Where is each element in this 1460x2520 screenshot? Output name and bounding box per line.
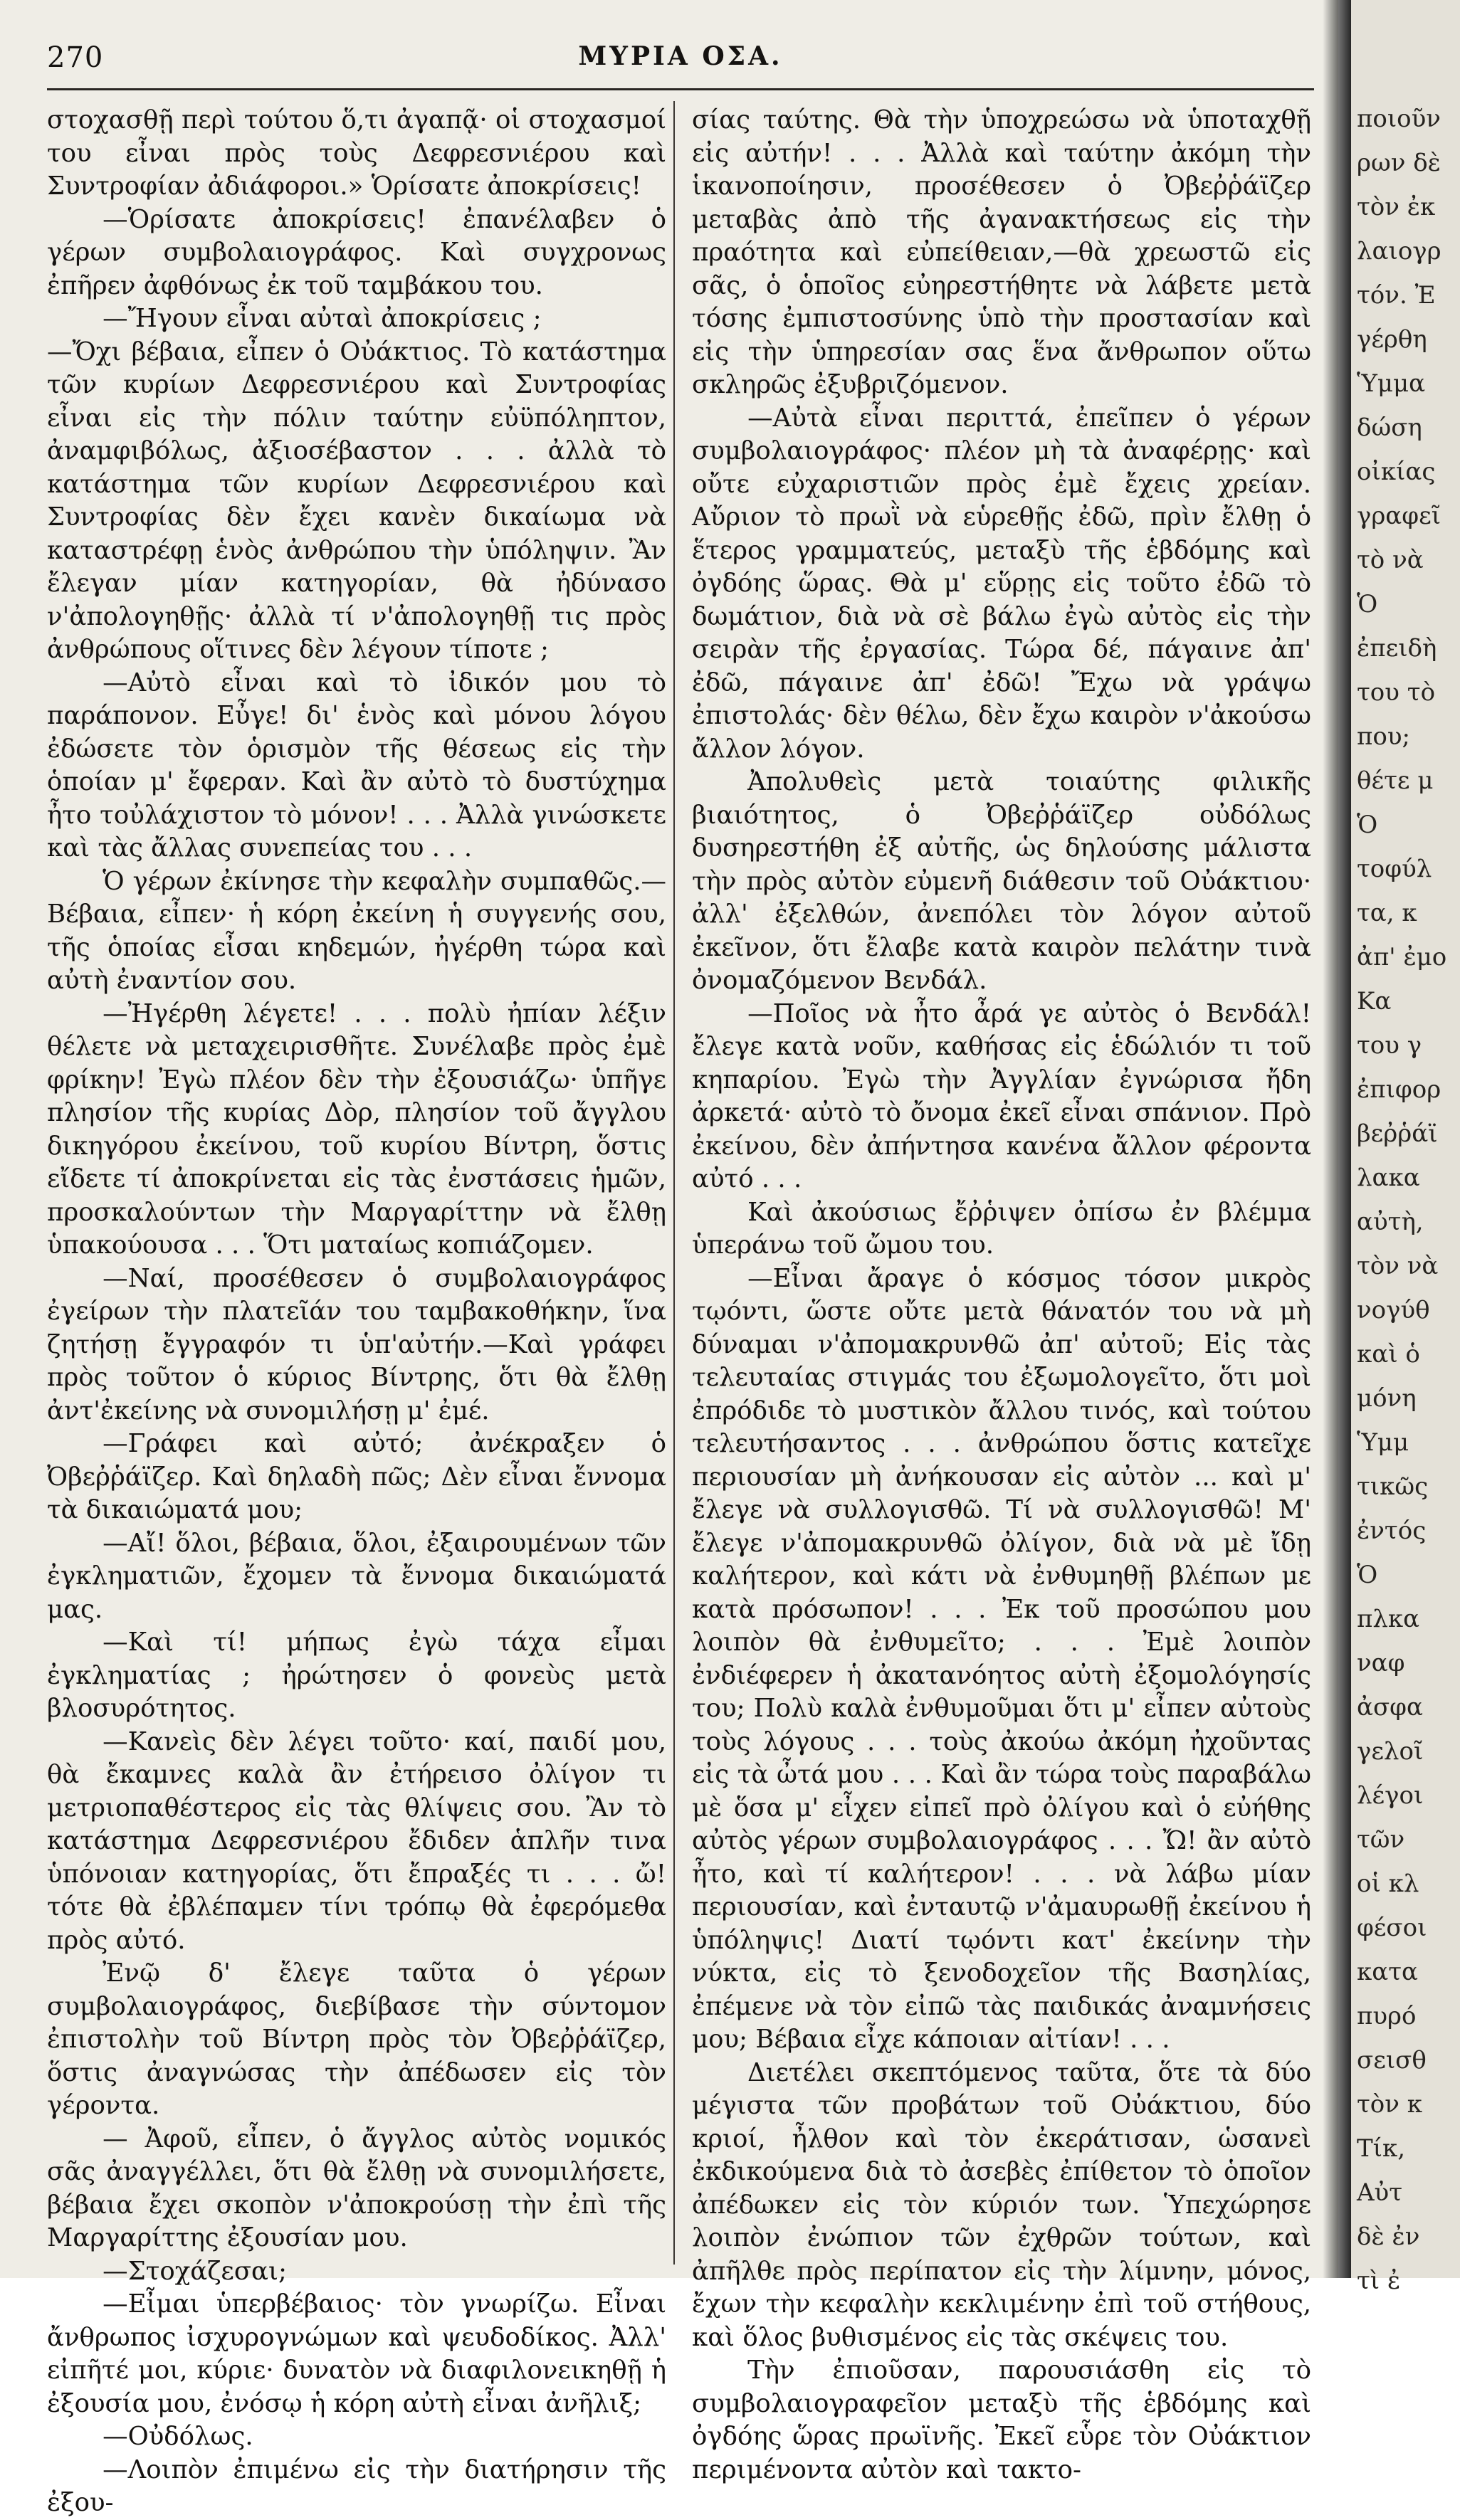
adjacent-page-text: γέρθη	[1357, 325, 1427, 354]
adjacent-page-text: καὶ ὁ	[1357, 1340, 1420, 1369]
paragraph: Ἀπολυθεὶς μετὰ τοιαύτης φιλικῆς βιαιότητος, ὁ Ὀβεῤῥάϊζερ οὐδόλως δυσηρεστήθη ἐξ αὐτῆς, ὡς δηλούσης μάλιστα τὴν πρὸς αὐτὸν εὐμενῆ διάθεσιν τοῦ Οὐάκτιου· ἀλλ' ἐξελθών, ἀνεπόλει τὸν λόγον αὐτοῦ ἐκεῖνον, ὅτι ἔλαβε κατὰ καιρὸν πελάτην τινὰ ὀνομαζόμενον Βενδάλ.	[692, 767, 1311, 995]
paragraph: Διετέλει σκεπτόμενος ταῦτα, ὅτε τὰ δύο μέγιστα τῶν προβάτων τοῦ Οὐάκτιου, δύο κριοί, ἦλθον καὶ τὸν ἐκεράτισαν, ὡσανεὶ ἐκδικούμενα διὰ τὸ ἀσεβὲς ἐπίθετον τὸ ὁποῖον ἀπέδωκεν εἰς τὸν κύριόν των. Ὑπεχώρησε λοιπὸν ἐνώπιον τῶν ἐχθρῶν τούτων, καὶ ἀπῆλθε πρὸς περίπατον εἰς τὴν λίμνην, μόνος, ἔχων τὴν κεφαλὴν κεκλιμένην ἐπὶ τοῦ στήθους, καὶ ὅλος βυθισμένος εἰς τὰς σκέψεις του.	[692, 2057, 1311, 2352]
adjacent-page-text: Αὐτ	[1357, 2178, 1403, 2207]
adjacent-page-text: μόνη	[1357, 1384, 1417, 1413]
paragraph: —Ὄχι βέβαια, εἶπεν ὁ Οὐάκτιος. Τὸ κατάστημα τῶν κυρίων Δεφρεσνιέρου καὶ Συντροφίας εἶναι εἰς τὴν πόλιν ταύτην εὐϋπόληπτον, ἀναμφιβόλως, ἀξιοσέβαστον . . . ἀλλὰ τὸ κατάστημα τῶν κυρίων Δεφρεσνιέρου καὶ Συντροφίας δὲν ἔχει κανὲν δικαίωμα νὰ καταστρέφῃ ἑνὸς ἀνθρώπου τὴν ὑπόληψιν. Ἂν ἔλεγαν μίαν κατηγορίαν, θὰ ἠδύνασο ν'ἀπολογηθῇς· ἀλλὰ τί ν'ἀπολογηθῇ τις πρὸς ἀνθρώπους οἵτινες δὲν λέγουν τίποτε ;	[47, 337, 666, 664]
adjacent-page-text: ἀσφα	[1357, 1693, 1423, 1722]
adjacent-page-text: αὐτὴ,	[1357, 1208, 1424, 1236]
adjacent-page-text: Ὁ	[1357, 590, 1378, 618]
paragraph: —Ὁρίσατε ἀποκρίσεις! ἐπανέλαβεν ὁ γέρων συμβολαιογράφος. Καὶ συγχρονως ἐπῆρεν ἀφθόνως ἐκ τοῦ ταμβάκου του.	[47, 204, 666, 300]
adjacent-page-text: οἰκίας	[1357, 458, 1436, 486]
adjacent-page-text: του γ	[1357, 1031, 1422, 1060]
paragraph: Ὁ γέρων ἐκίνησε τὴν κεφαλὴν συμπαθῶς.—Βέβαια, εἶπεν· ἡ κόρη ἐκείνη ἡ συγγενής σου, τῆς ὁποίας εἶσαι κηδεμών, ἠγέρθη τώρα καὶ αὐτὴ ἐναντίον σου.	[47, 866, 666, 995]
adjacent-page-text: πυρό	[1357, 2002, 1417, 2030]
paragraph: —Ἠγέρθη λέγετε! . . . πολὺ ἠπίαν λέξιν θέλετε νὰ μεταχειρισθῆτε. Συνέλαβε πρὸς ἐμὲ φρίκην! Ἐγὼ πλέον δὲν τὴν ἐξουσιάζω· ὑπῆγε πλησίον τῆς κυρίας Δὸρ, πλησίον τοῦ ἄγγλου δικηγόρου ἐκείνου, τοῦ κυρίου Βίντρη, ὅστις εἴδετε τί ἀποκρίνεται εἰς τὰς ἐνστάσεις ἡμῶν, προσκαλούντων τὴν Μαργαρίττην νὰ ἔλθῃ ὑπακούουσα . . . Ὅτι ματαίως κοπιάζομεν.	[47, 998, 666, 1260]
column-divider	[673, 101, 675, 2265]
adjacent-page-text: σεισθ	[1357, 2046, 1427, 2074]
adjacent-page-text: ναφ	[1357, 1649, 1405, 1677]
page-header	[47, 41, 1314, 77]
adjacent-page-text: λέγοι	[1357, 1781, 1424, 1810]
paragraph: —Ναί, προσέθεσεν ὁ συμβολαιογράφος ἐγείρων τὴν πλατεῖάν του ταμβακοθήκην, ἵνα ζητήσῃ ἔγγραφόν τι ὑπ'αὐτήν.—Καὶ γράφει πρὸς τοῦτον ὁ κύριος Βίντρης, ὅτι θὰ ἔλθῃ ἀντ'ἐκείνης νὰ συνομιλήσῃ μ' ἐμέ.	[47, 1263, 666, 1425]
paragraph: —Στοχάζεσαι;	[103, 2256, 287, 2286]
adjacent-page-text: Κα	[1357, 987, 1392, 1016]
adjacent-page-text: τοφύλ	[1357, 855, 1432, 883]
adjacent-page-text: του τὸ	[1357, 678, 1436, 707]
adjacent-page-text: ἐντός	[1357, 1517, 1427, 1545]
adjacent-page-text: φέσοι	[1357, 1914, 1427, 1942]
adjacent-page-text: γελοῖ	[1357, 1737, 1424, 1766]
paragraph: —Εἶμαι ὑπερβέβαιος· τὸν γνωρίζω. Εἶναι ἄνθρωπος ἰσχυρογνώμων καὶ ψευδοδίκος. Ἀλλ' εἰπῆτέ μοι, κύριε· δυνατὸν νὰ διαφιλονεικηθῇ ἡ ἐξουσία μου, ἐνόσῳ ἡ κόρη αὐτὴ εἶναι ἀνῆλιξ;	[47, 2289, 666, 2418]
adjacent-page-text: τὸν κ	[1357, 2090, 1423, 2119]
adjacent-page-text: λαιογρ	[1357, 237, 1441, 265]
paragraph: —Καὶ τί! μήπως ἐγὼ τάχα εἶμαι ἐγκληματίας ; ἠρώτησεν ὁ φονεὺς μετὰ βλοσυρότητος.	[47, 1628, 666, 1723]
adjacent-page-text: Τίκ,	[1357, 2134, 1406, 2163]
paragraph: —Εἶναι ἄραγε ὁ κόσμος τόσον μικρὸς τῳόντι, ὥστε οὔτε μετὰ θάνατόν του νὰ μὴ δύναμαι ν'ἀπομακρυνθῶ ἀπ' αὐτοῦ; Εἰς τὰς τελευταίας στιγμάς του ἐξωμολογεῖτο, ὅτι μοὶ ἐπρόδιδε τὸ μυστικὸν ἄλλου τινός, καὶ τούτου τελευτήσαντος . . . ἀνθρώπου ὅστις κατεῖχε περιουσίαν μὴ ἀνήκουσαν εἰς αὐτὸν ... καὶ μ' ἔλεγε νὰ συλλογισθῶ. Τί νὰ συλλογισθῶ! Μ' ἔλεγε ν'ἀπομακρυνθῶ ὀλίγον, διὰ νὰ μὲ ἴδῃ καλήτερον, καὶ κάτι νὰ ἐνθυμηθῇ βλέπων με κατὰ πρόσωπον! . . . Ἐκ τοῦ προσώπου μου λοιπὸν θὰ ἐνθυμεῖτο; . . . Ἐμὲ λοιπὸν ἐνδιέφερεν ἡ ἀκατανόητος αὐτὴ ἐξομολόγησίς του; Πολὺ καλὰ ἐνθυμοῦμαι ὅτι μ' εἶπεν αὐτοὺς τοὺς λόγους . . . τοὺς ἀκούω ἀκόμη ἠχοῦντας εἰς τὰ ὦτά μου . . . Καὶ ἂν τώρα τοὺς παραβάλω μὲ ὅσα μ' εἶχεν εἰπεῖ πρὸ ὀλίγου καὶ ὁ εὐήθης αὐτὸς γέρων συμβολαιογράφος . . . Ὤ! ἂν αὐτὸ ἦτο, καὶ τί καλήτερον! . . . νὰ λάβω μίαν περιουσίαν, καὶ ἐνταυτῷ ν'ἀμαυρωθῇ ἐκείνου ἡ ὑπόληψις! Διατί τῳόντι κατ' ἐκείνην τὴν νύκτα, εἰς τὸ ξενοδοχεῖον τῆς Βασηλίας, ἐπέμενε νὰ τὸν εἰπῶ τὰς παιδικάς ἀναμνήσεις μου; Βέβαια εἶχε κάποιαν αἰτίαν! . . .	[692, 1263, 1311, 2054]
paragraph: —Αὐτὸ εἶναι καὶ τὸ ἰδικόν μου τὸ παράπονον. Εὖγε! δι' ἑνὸς καὶ μόνου λόγου ἐδώσετε τὸν ὁρισμὸν τῆς θέσεως εἰς τὴν ὁποίαν μ' ἔφεραν. Καὶ ἂν αὐτὸ τὸ δυστύχημα ἦτο τοὐλάχιστον τὸ μόνον! . . . Ἀλλὰ γινώσκετε καὶ τὰς ἄλλας συνεπείας του . . .	[47, 668, 666, 863]
adjacent-page-text: κατα	[1357, 1958, 1418, 1986]
adjacent-page-text: τὸ νὰ	[1357, 546, 1424, 574]
adjacent-page-text: λακα	[1357, 1164, 1420, 1192]
adjacent-page-text: ποιοῦν	[1357, 105, 1441, 133]
adjacent-page-text: οἱ κλ	[1357, 1870, 1419, 1898]
book-gutter-shadow	[1323, 0, 1351, 2278]
adjacent-page-text: Ὁ	[1357, 811, 1378, 839]
adjacent-page-text: ρων δὲ	[1357, 149, 1441, 177]
adjacent-page-text: δὲ ἐν	[1357, 2223, 1420, 2251]
paragraph: — Ἀφοῦ, εἶπεν, ὁ ἄγγλος αὐτὸς νομικός σᾶς ἀναγγέλλει, ὅτι θὰ ἔλθῃ νὰ συνομιλήσετε, βέβαια ἔχει σκοπὸν ν'ἀποκρούσῃ τὴν ἐπὶ τῆς Μαργαρίττης ἐξουσίαν μου.	[47, 2124, 666, 2252]
paragraph: —Λοιπὸν ἐπιμένω εἰς τὴν διατήρησιν τῆς ἐξου-	[47, 2455, 666, 2517]
paragraph: —Κανεὶς δὲν λέγει τοῦτο· καί, παιδί μου, θὰ ἔκαμνες καλὰ ἂν ἐτήρεισο ὀλίγον τι μετριοπαθέστερος εἰς τὰς θλίψεις σου. Ἂν τὸ κατάστημα Δεφρεσνιέρου ἔδιδεν ἁπλῆν τινα ὑπόνοιαν κατηγορίας, ὅτι ἔπραξές τι . . . ὤ! τότε θὰ ἐβλέπαμεν τίνι τρόπῳ θὰ ἐφερόμεθα πρὸς αὐτό.	[47, 1726, 666, 1955]
paragraph: Τὴν ἐπιοῦσαν, παρουσιάσθη εἰς τὸ συμβολαιογραφεῖον μεταξὺ τῆς ἑβδόμης καὶ ὀγδόης ὥρας πρωϊνῆς. Ἐκεῖ εὗρε τὸν Οὐάκτιον περιμένοντα αὐτὸν καὶ τακτο-	[692, 2356, 1311, 2484]
adjacent-page-text: τὸν νὰ	[1357, 1252, 1439, 1280]
adjacent-page-text: τα, κ	[1357, 899, 1417, 927]
paragraph: Ἐνῷ δ' ἔλεγε ταῦτα ὁ γέρων συμβολαιογράφος, διεβίβασε τὴν σύντομον ἐπιστολὴν τοῦ Βίντρη πρὸς τὸν Ὀβεῤῥάϊζερ, ὅστις ἀναγνώσας τὴν ἀπέδωσεν εἰς τὸν γέροντα.	[47, 1958, 666, 2120]
paragraph: —Οὐδόλως.	[103, 2422, 253, 2451]
adjacent-page-fragment	[1351, 0, 1460, 2295]
adjacent-page-text: Ὑμμα	[1357, 369, 1426, 398]
paragraph: —Αὐτὰ εἶναι περιττά, ἐπεῖπεν ὁ γέρων συμβολαιογράφος· πλέον μὴ τὰ ἀναφέρῃς· καὶ οὔτε εὐχαριστιῶν πρὸς ἐμὲ ἔχεις χρείαν. Αὔριον τὸ πρωῒ νὰ εὑρεθῇς ἐδῶ, πρὶν ἔλθῃ ὁ ἕτερος γραμματεύς, μεταξὺ τῆς ἑβδόμης καὶ ὀγδόης ὥρας. Θὰ μ' εὕρῃς εἰς τοῦτο ἐδῶ τὸ δωμάτιον, διὰ νὰ σὲ βάλω ἐγὼ αὐτὸς εἰς τὴν σειρὰν τῆς ἐργασίας. Τώρα δέ, πάγαινε ἀπ' ἐδῶ, πάγαινε ἀπ' ἐδῶ! Ἔχω νὰ γράψω ἐπιστολάς· δὲν θέλω, δὲν ἔχω καιρὸν ν'ἀκούσω ἄλλον λόγον.	[692, 403, 1311, 764]
paragraph: —Αἴ! ὅλοι, βέβαια, ὅλοι, ἐξαιρουμένων τῶν ἐγκληματιῶν, ἔχομεν τὰ ἔννομα δικαιώματά μας.	[47, 1528, 666, 1624]
paragraph: σίας ταύτης. Θὰ τὴν ὑποχρεώσω νὰ ὑποταχθῇ εἰς αὐτήν! . . . Ἀλλὰ καὶ ταύτην ἀκόμη τὴν ἱκανοποίησιν, προσέθεσεν ὁ Ὀβεῤῥάϊζερ μεταβὰς ἀπὸ τῆς ἀγανακτήσεως εἰς τὴν πραότητα καὶ εὐπείθειαν,—θὰ χρεωστῶ εἰς σᾶς, ὁ ὁποῖος εὐηρεστήθητε νὰ λάβετε μετὰ τόσης ἐμπιστοσύνης ὑπὸ τὴν προστασίαν καὶ εἰς τὴν ὑπηρεσίαν σας ἕνα ἄνθρωπον οὕτω σκληρῶς ἐξυβριζόμενον.	[692, 105, 1311, 399]
right-column	[692, 104, 1311, 2487]
adjacent-page-text: γραφεῖ	[1357, 502, 1441, 530]
adjacent-page-text: τόν. Ἐ	[1357, 281, 1436, 310]
paragraph: στοχασθῇ περὶ τούτου ὅ,τι ἀγαπᾷ· οἱ στοχασμοί του εἶναι πρὸς τοὺς Δεφρεσνιέρου καὶ Συντροφίαν ἀδιάφοροι.» Ὁρίσατε ἀποκρίσεις!	[47, 105, 666, 201]
adjacent-page-text: Ὁ	[1357, 1561, 1378, 1589]
paragraph: Καὶ ἀκούσιως ἔῤῥιψεν ὀπίσω ἐν βλέμμα ὑπεράνω τοῦ ὤμου του.	[692, 1197, 1311, 1260]
adjacent-page-text: Ὑμμ	[1357, 1428, 1409, 1457]
adjacent-page-text: ἐπειδὴ	[1357, 634, 1437, 663]
page-number: 270	[47, 41, 104, 74]
adjacent-page-text: τὶ ἐ	[1357, 2267, 1401, 2295]
adjacent-page-text: που;	[1357, 722, 1410, 751]
paragraph: —Ἤγουν εἶναι αὐταὶ ἀποκρίσεις ;	[103, 304, 542, 333]
paragraph: —Ποῖος νὰ ἦτο ἆρά γε αὐτὸς ὁ Βενδάλ! ἔλεγε κατὰ νοῦν, καθήσας εἰς ἑδώλιόν τι τοῦ κηπαρίου. Ἐγὼ τὴν Ἀγγλίαν ἐγνώρισα ἤδη ἀρκετά· αὐτὸ τὸ ὄνομα ἐκεῖ εἶναι σπάνιον. Πρὸ ἐκείνου, δὲν ἀπήντησα κανένα ἄλλον φέροντα αὐτό . . .	[692, 998, 1311, 1193]
paragraph: —Γράφει καὶ αὐτό; ἀνέκραξεν ὁ Ὀβεῤῥάϊζερ. Καὶ δηλαδὴ πῶς; Δὲν εἶναι ἔννομα τὰ δικαιώματά μου;	[47, 1429, 666, 1524]
adjacent-page-text: νογύθ	[1357, 1296, 1430, 1324]
adjacent-page-text: θέτε μ	[1357, 766, 1434, 795]
header-rule	[47, 88, 1314, 90]
running-title: ΜΥΡΙΑ ΟΣΑ.	[578, 41, 783, 71]
adjacent-page-text: τικῶς	[1357, 1472, 1429, 1501]
left-column	[47, 104, 666, 2520]
adjacent-page-text: τῶν	[1357, 1825, 1405, 1854]
adjacent-page-text: ἐπιφορ	[1357, 1075, 1441, 1104]
adjacent-page-text: δώση	[1357, 413, 1422, 442]
adjacent-page-text: βεῤῥάϊ	[1357, 1119, 1438, 1148]
adjacent-page-text: τὸν ἐκ	[1357, 193, 1436, 221]
adjacent-page-text: πλκα	[1357, 1605, 1420, 1633]
adjacent-page-text: ἀπ' ἐμο	[1357, 943, 1447, 971]
